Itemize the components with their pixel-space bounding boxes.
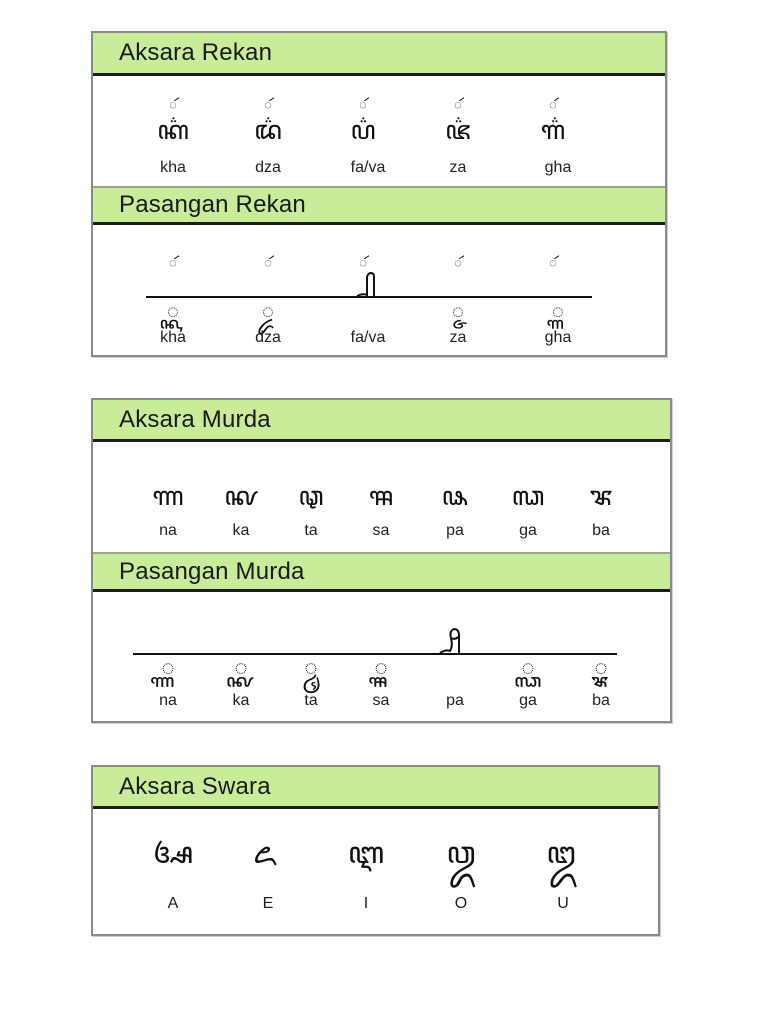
rekan-glyph-za: ꦗ꦳: [445, 116, 471, 146]
heading-aksara-rekan-text: Aksara Rekan: [119, 39, 273, 66]
panel-aksara-rekan: [91, 31, 667, 357]
murda-label-ta: ta: [304, 522, 318, 539]
murda-label-ka: ka: [232, 522, 250, 539]
pasangan-murda-glyph-ba: ꧀ꦨ: [594, 656, 608, 681]
heading-aksara-swara: [93, 767, 658, 809]
pasangan-rekan-mark-1: ꦂꦂ: [169, 256, 177, 271]
murda-glyph-ga: ꦓ: [511, 482, 545, 512]
panel-aksara-swara: [91, 765, 660, 936]
murda-glyph-ba: ꦨ: [589, 482, 613, 512]
swara-label-e: E: [262, 895, 274, 912]
pasangan-rekan-glyph-kha: ꧀ꦏ: [167, 299, 179, 323]
pasangan-murda-label-ga: ga: [519, 692, 537, 709]
heading-pasangan-rekan-text: Pasangan Rekan: [119, 191, 306, 218]
pasangan-rekan-glyph-gha: ꧀ꦒ: [552, 299, 564, 323]
murda-glyph-na: ꦟ: [152, 482, 184, 512]
rekan-glyph-gha: ꦒ꦳: [540, 116, 566, 146]
pasangan-rekan-mark-5: ꦂꦂ: [549, 256, 557, 271]
pasangan-rekan-label-kha: kha: [160, 329, 186, 346]
murda-label-sa: sa: [372, 522, 390, 539]
swara-glyph-i: ꦆ: [347, 836, 385, 871]
rekan-label-fa-va: fa/va: [350, 159, 386, 176]
heading-aksara-swara-text: Aksara Swara: [119, 772, 271, 800]
murda-label-pa: pa: [446, 522, 464, 539]
pasangan-rekan-mark-3: ꦂꦂ: [359, 256, 367, 271]
rekan-label-gha: gha: [544, 159, 572, 176]
swara-glyph-o: ꦎ: [446, 836, 476, 871]
rekan-mark-2: ꦂꦂ: [264, 98, 272, 113]
heading-pasangan-murda-text: Pasangan Murda: [119, 557, 305, 585]
pasangan-murda-label-ta: ta: [304, 692, 318, 709]
murda-glyph-ta: ꦡ: [298, 482, 324, 512]
swara-glyph-u: ꦈ: [546, 836, 576, 871]
murda-glyph-ka: ꦑ: [224, 482, 258, 512]
pasangan-rekan-fa-va-mark: [353, 271, 383, 299]
rekan-mark-5: ꦂꦂ: [549, 98, 557, 113]
heading-aksara-murda: [93, 400, 670, 442]
heading-aksara-murda-text: Aksara Murda: [119, 405, 271, 433]
swara-label-i: I: [363, 895, 369, 912]
pasangan-murda-label-ba: ba: [592, 692, 610, 709]
pasangan-rekan-label-gha: gha: [544, 329, 572, 346]
rekan-glyph-fa-va: ꦥ꦳: [350, 116, 376, 146]
pasangan-rekan-label-fa-va: fa/va: [350, 329, 386, 346]
pasangan-murda-label-sa: sa: [372, 692, 390, 709]
panel-aksara-murda: [91, 398, 672, 723]
pasangan-murda-glyph-ta: ꧀ꦡ: [304, 656, 318, 681]
murda-label-ga: ga: [519, 522, 537, 539]
swara-glyph-a: ꦄ: [152, 836, 194, 871]
swara-label-a: A: [167, 895, 179, 912]
pasangan-rekan-label-dza: dza: [255, 329, 281, 346]
pasangan-rekan-glyph-za: ꧀ꦗ: [452, 299, 464, 323]
rekan-mark-3: ꦂꦂ: [359, 98, 367, 113]
pasangan-murda-pa-mark: [436, 626, 468, 656]
pasangan-murda-baseline: [133, 653, 617, 655]
heading-aksara-rekan: [93, 33, 665, 76]
pasangan-rekan-glyph-dza: ꧀ꦢ: [262, 299, 274, 323]
heading-pasangan-murda: [93, 552, 670, 592]
pasangan-murda-label-ka: ka: [232, 692, 250, 709]
pasangan-murda-glyph-sa: ꧀ꦯ: [374, 656, 388, 681]
rekan-label-dza: dza: [255, 159, 281, 176]
pasangan-murda-glyph-ka: ꧀ꦑ: [234, 656, 248, 681]
rekan-label-kha: kha: [160, 159, 186, 176]
pasangan-murda-glyph-ga: ꧀ꦓ: [521, 656, 535, 681]
heading-pasangan-rekan: [93, 186, 665, 225]
murda-glyph-sa: ꦯ: [368, 482, 394, 512]
pasangan-rekan-mark-4: ꦂꦂ: [454, 256, 462, 271]
rekan-glyph-kha: ꦏ꦳: [157, 116, 189, 146]
murda-glyph-pa: ꦦ: [441, 482, 469, 512]
pasangan-rekan-mark-2: ꦂꦂ: [264, 256, 272, 271]
swara-glyph-e: ꦌ: [253, 836, 277, 871]
pasangan-murda-label-na: na: [159, 692, 177, 709]
swara-label-u: U: [557, 895, 569, 912]
pasangan-murda-glyph-na: ꧀ꦟ: [161, 656, 175, 681]
pasangan-rekan-label-za: za: [449, 329, 467, 346]
murda-label-na: na: [159, 522, 177, 539]
rekan-label-za: za: [449, 159, 467, 176]
rekan-glyph-dza: ꦢ꦳: [254, 116, 282, 146]
pasangan-murda-label-pa: pa: [446, 692, 464, 709]
murda-label-ba: ba: [592, 522, 610, 539]
rekan-mark-1: ꦂꦂ: [169, 98, 177, 113]
swara-label-o: O: [454, 895, 468, 912]
rekan-mark-4: ꦂꦂ: [454, 98, 462, 113]
